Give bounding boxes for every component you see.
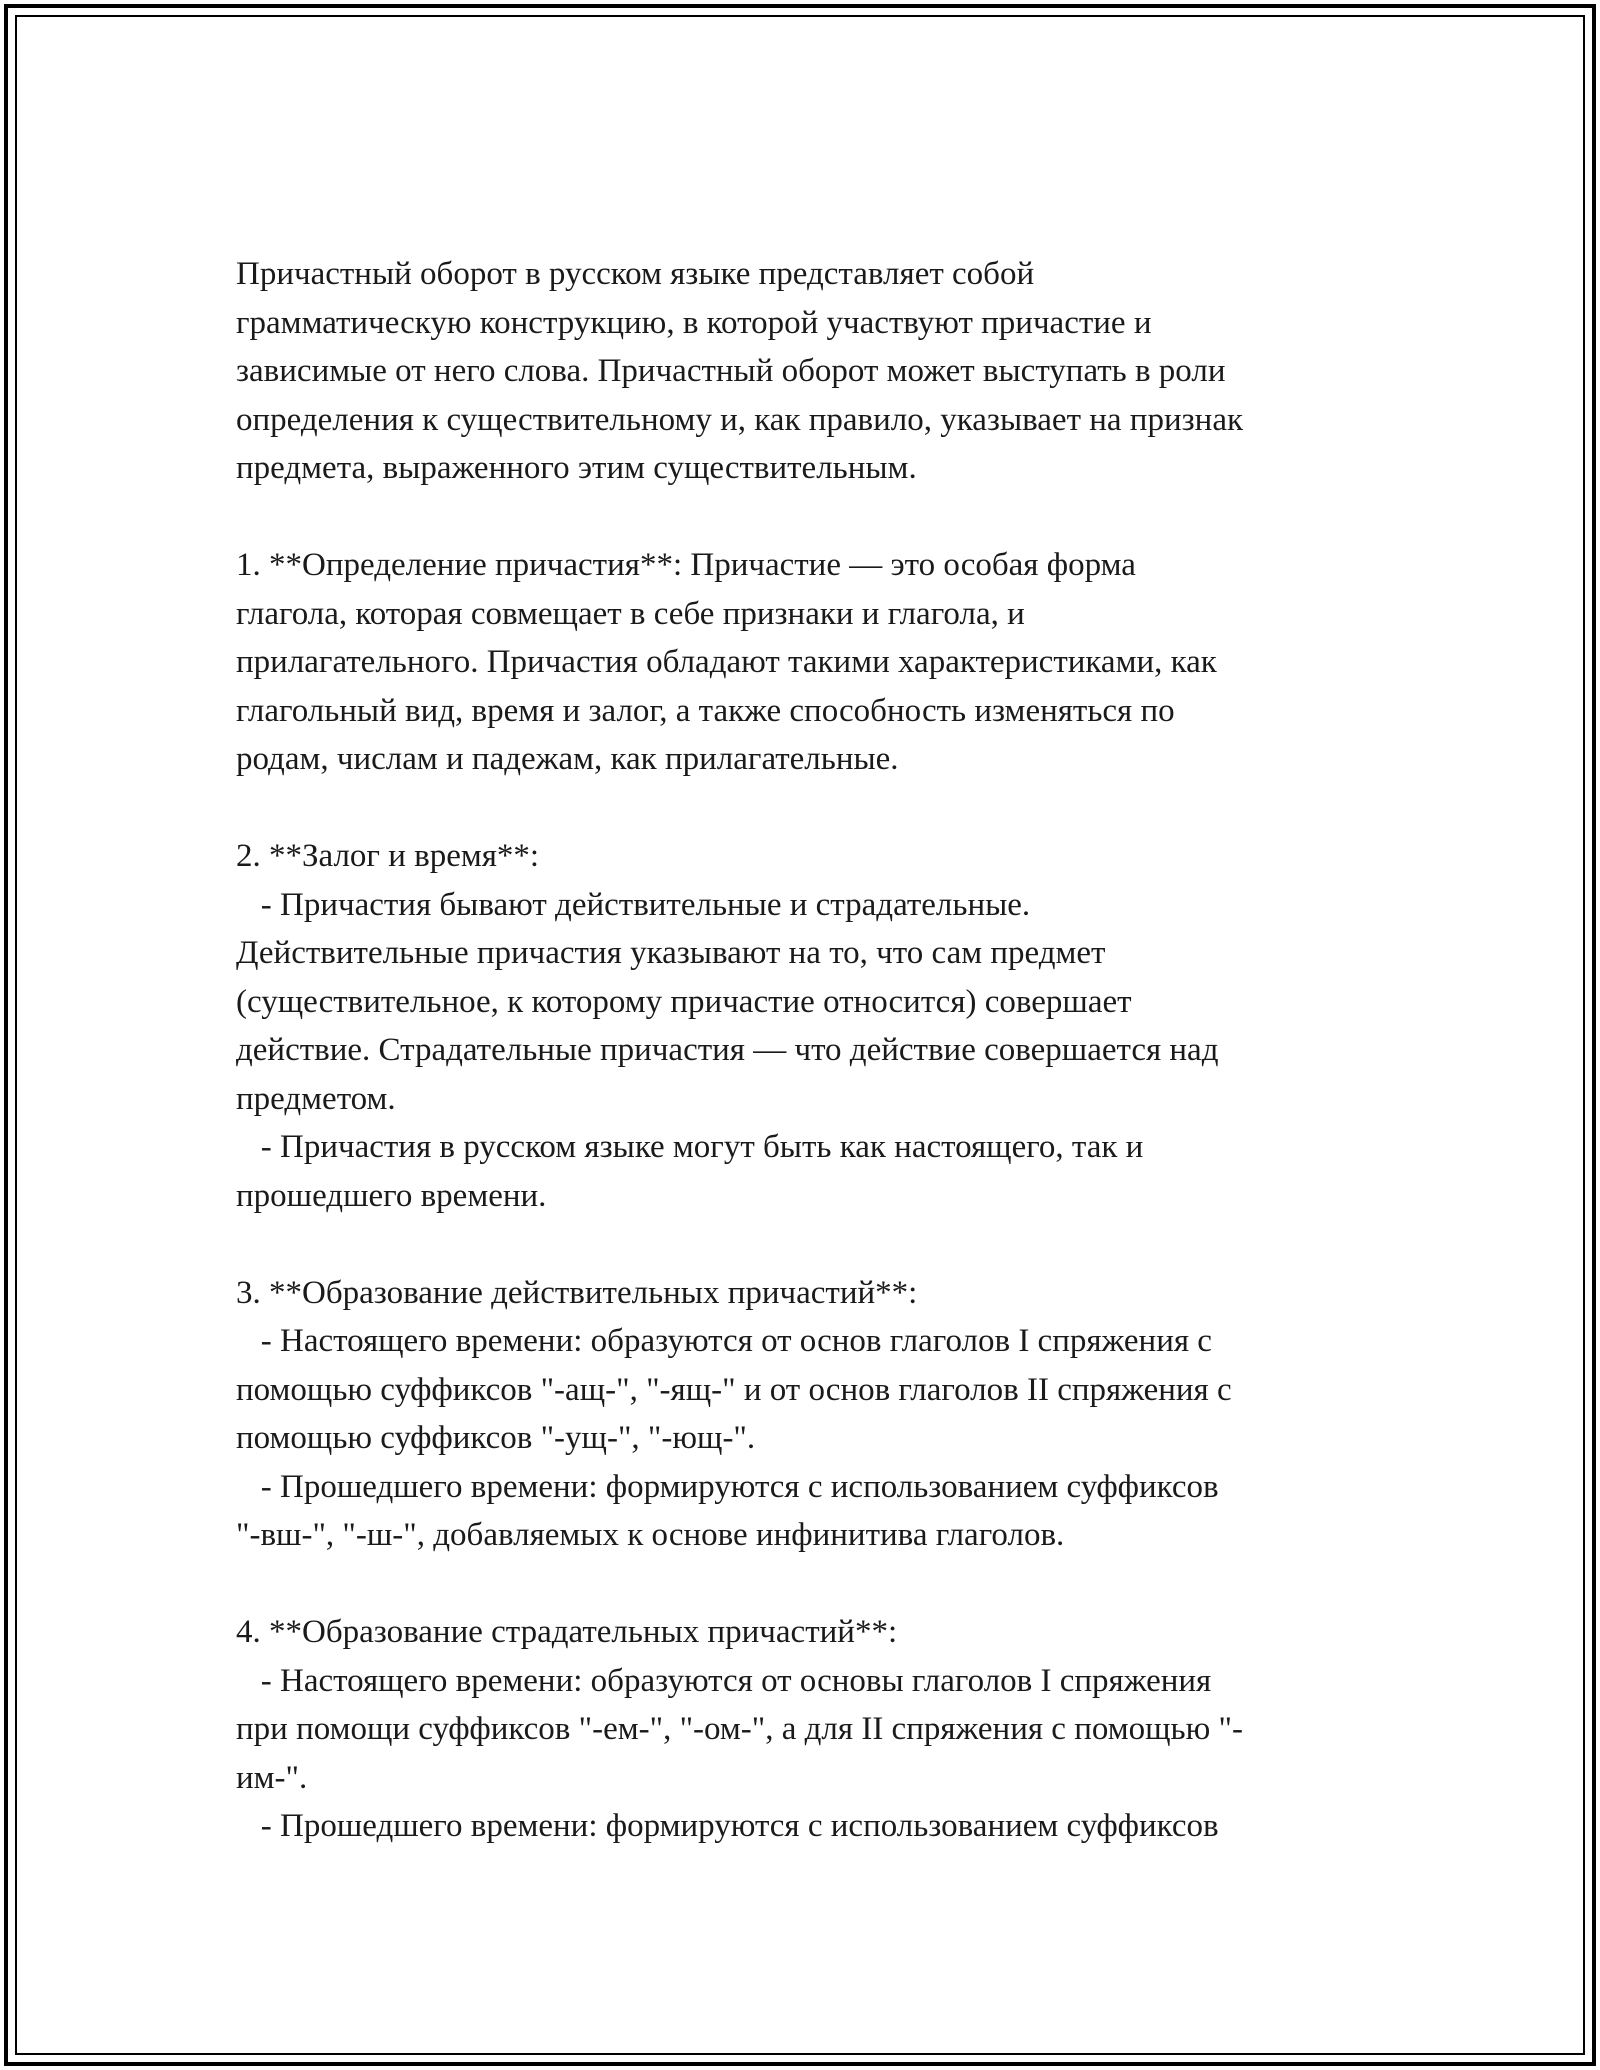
text-line: 4. **Образование страдательных причастий**:	[236, 1614, 898, 1650]
text-line: 3. **Образование действительных причастий**:	[236, 1274, 918, 1311]
text-line: им-".	[236, 1759, 308, 1796]
text-line: - Причастия бывают действительные и страдательные.	[236, 886, 1031, 923]
text-line: 1. **Определение причастия**: Причастие — это особая форма	[236, 547, 1136, 583]
paragraph-active-participles	[236, 1269, 1376, 1560]
text-line: помощью суффиксов "-ущ-", "-ющ-".	[236, 1420, 756, 1456]
text-line: Причастный оборот в русском языке представляет собой	[236, 256, 1035, 292]
paragraph-intro	[236, 250, 1376, 493]
text-line: - Настоящего времени: образуются от основы глаголов I спряжения	[236, 1662, 1212, 1699]
text-line: глагола, которая совмещает в себе признаки и глагола, и	[236, 595, 1025, 632]
text-line: грамматическую конструкцию, в которой участвуют причастие и	[236, 304, 1152, 341]
text-line: при помощи суффиксов "-ем-", "-ом-", а для II спряжения с помощью "-	[236, 1711, 1243, 1747]
paragraph-participle-definition	[236, 541, 1376, 784]
text-line: зависимые от него слова. Причастный оборот может выступать в роли	[236, 353, 1226, 389]
text-line: Действительные причастия указывают на то, что сам предмет	[236, 935, 1106, 971]
text-line: - Причастия в русском языке могут быть как настоящего, так и	[236, 1129, 1144, 1165]
text-line: действие. Страдательные причастия — что действие совершается над	[236, 1032, 1219, 1068]
paragraph-passive-participles	[236, 1608, 1376, 1851]
text-line: родам, числам и падежам, как прилагательные.	[236, 741, 899, 777]
text-line: (существительное, к которому причастие относится) совершает	[236, 983, 1132, 1020]
document-body	[236, 250, 1376, 1899]
text-line: прошедшего времени.	[236, 1177, 547, 1214]
text-line: глагольный вид, время и залог, а также способность изменяться по	[236, 692, 1175, 729]
text-line: "-вш-", "-ш-", добавляемых к основе инфинитива глаголов.	[236, 1517, 1065, 1553]
text-line: 2. **Залог и время**:	[236, 838, 540, 874]
text-line: предметом.	[236, 1080, 396, 1117]
text-line: определения к существительному и, как правило, указывает на признак	[236, 401, 1243, 438]
text-line: помощью суффиксов "-ащ-", "-ящ-" и от основ глаголов II спряжения с	[236, 1371, 1232, 1408]
text-line: - Настоящего времени: образуются от основ глаголов I спряжения с	[236, 1323, 1212, 1359]
text-line: - Прошедшего времени: формируются с использованием суффиксов	[236, 1808, 1219, 1844]
text-line: - Прошедшего времени: формируются с использованием суффиксов	[236, 1468, 1219, 1505]
text-line: прилагательного. Причастия обладают такими характеристиками, как	[236, 644, 1217, 680]
text-line: предмета, выраженного этим существительным.	[236, 450, 917, 486]
paragraph-voice-and-tense	[236, 832, 1376, 1220]
